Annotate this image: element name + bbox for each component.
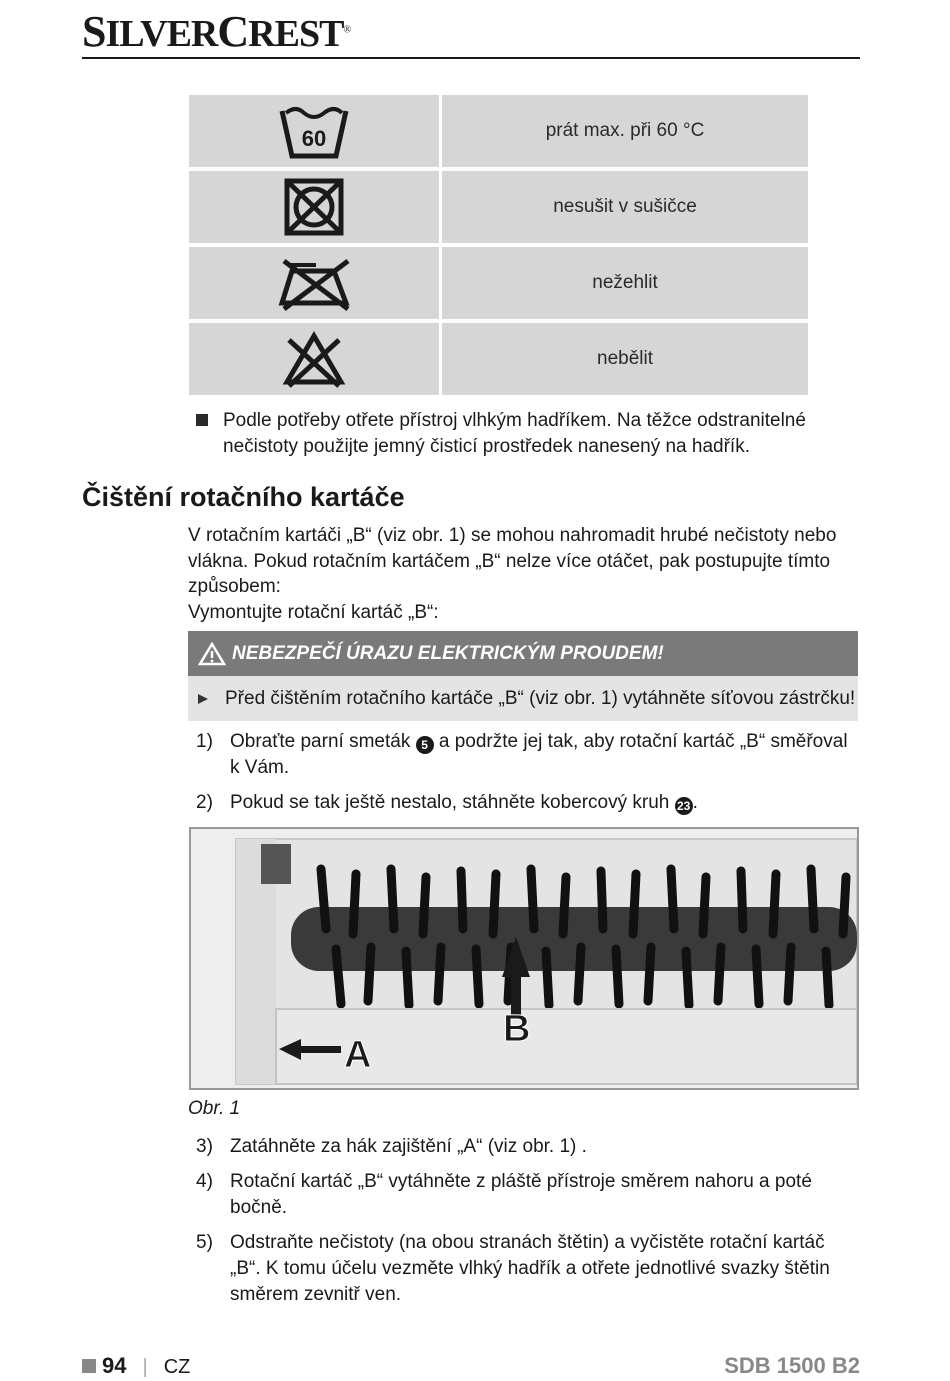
step-item: 2) Pokud se tak ještě nestalo, stáhněte kobercový kruh 23 . <box>196 792 698 813</box>
bullet-note: Podle potřeby otřete přístroj vlhkým hadříkem. Na těžce odstranitelné nečistoty použijte jemný čisticí prostředek nanesený na hadřík. <box>196 408 836 460</box>
label-b: B <box>503 1008 531 1050</box>
page-number: 94 <box>102 1353 127 1378</box>
warning-header <box>188 631 858 676</box>
svg-text:60: 60 <box>301 126 327 151</box>
care-row <box>189 247 808 319</box>
warning-triangle-icon <box>198 642 226 666</box>
page-footer <box>82 1353 860 1379</box>
steps-list-b <box>196 1134 856 1317</box>
warning-title: NEBEZPEČÍ ÚRAZU ELEKTRICKÝM PROUDEM! <box>232 642 664 664</box>
part-number-badge: 5 <box>416 736 434 754</box>
warning-item: Před čištěním rotačního kartáče „B“ (viz obr. 1) vytáhněte síťovou zástrčku! <box>188 676 858 721</box>
step-item: 3) Zatáhněte za hák zajištění „A“ (viz obr. 1) . <box>196 1136 587 1157</box>
care-row <box>189 171 808 243</box>
square-bullet-icon <box>196 414 208 426</box>
care-row <box>189 95 808 167</box>
no-bleach-icon <box>189 323 439 395</box>
model-number: SDB 1500 B2 <box>724 1353 860 1378</box>
brush-photo <box>189 827 859 1090</box>
care-text: prát max. při 60 °C <box>442 95 808 167</box>
brand-logo: SILVERCREST® <box>82 7 351 56</box>
step-item: 4) Rotační kartáč „B“ vytáhněte z pláště přístroje směrem nahoru a poté bočně. <box>196 1171 812 1218</box>
care-row <box>189 323 808 395</box>
care-text: nežehlit <box>442 247 808 319</box>
care-symbols-table <box>189 95 808 399</box>
footer-separator: | <box>142 1356 148 1378</box>
care-text: nesušit v sušičce <box>442 171 808 243</box>
section-heading: Čištění rotačního kartáče <box>82 482 405 512</box>
warning-box <box>188 631 858 721</box>
section-intro: V rotačním kartáči „B“ (viz obr. 1) se mohou nahromadit hrubé nečistoty nebo vlákna. Pokud rotačním kartáčem „B“ nelze více otáčet, pak postupujte tímto způsobem: Vymontujte rotační kartáč „B“: <box>188 525 837 623</box>
part-number-badge: 23 <box>675 797 693 815</box>
footer-square-icon <box>82 1359 96 1373</box>
no-iron-icon <box>189 247 439 319</box>
language-code: CZ <box>163 1356 191 1378</box>
label-a: A <box>344 1034 372 1076</box>
steps-list-a <box>196 729 856 825</box>
header-rule <box>82 57 860 59</box>
arrow-bullet-icon <box>198 694 208 704</box>
care-text: nebělit <box>442 323 808 395</box>
wash-60-icon <box>189 95 439 167</box>
step-item: 5) Odstraňte nečistoty (na obou stranách štětin) a vyčistěte rotační kartáč „B“. K tomu účelu vezměte vlhký hadřík a otřete jednotlivé svazky štětin směrem zevnitř ven. <box>196 1232 830 1305</box>
figure-caption: Obr. 1 <box>188 1098 241 1119</box>
step-item: 1) Obraťte parní smeták 5 a podržte jej tak, aby rotační kartáč „B“ směřoval k Vám. <box>196 731 848 778</box>
no-tumble-dry-icon <box>189 171 439 243</box>
